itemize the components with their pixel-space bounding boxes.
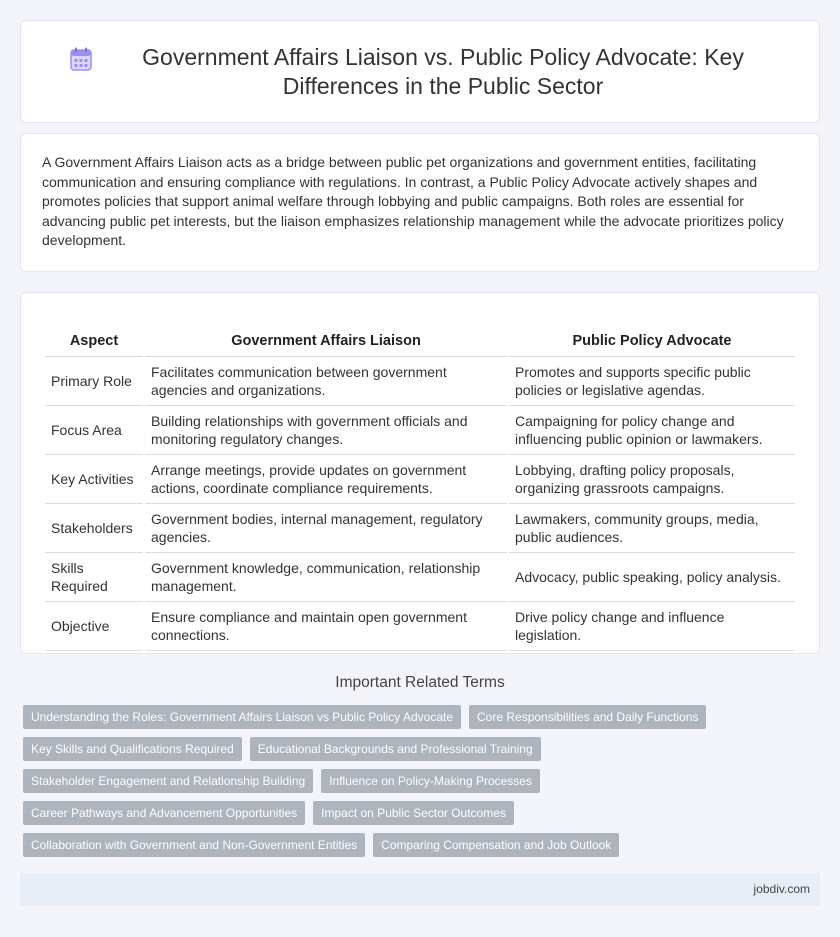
related-terms-title: Important Related Terms — [335, 674, 505, 691]
advocate-cell: Lawmakers, community groups, media, public audiences. — [509, 504, 795, 553]
calendar-icon — [70, 47, 92, 71]
header-aspect: Aspect — [45, 313, 143, 357]
table-row — [45, 455, 795, 504]
table-row — [45, 602, 795, 651]
footer-site-link[interactable]: jobdiv.com — [753, 882, 810, 896]
related-term-tag[interactable]: Collaboration with Government and Non-Government Entities — [23, 833, 365, 857]
intro-paragraph: A Government Affairs Liaison acts as a bridge between public pet organizations and government entities, facilitating communication and ensuring compliance with regulations. In contrast, a Public Policy Advocate actively shapes and promotes policies that support animal welfare through lobbying and public campaigns. Both roles are essential for advancing public pet interests, but the liaison emphasizes relationship management while the advocate prioritizes policy development. — [42, 154, 784, 249]
table-row — [45, 504, 795, 553]
related-term-tag[interactable]: Core Responsibilities and Daily Functions — [469, 705, 706, 729]
aspect-cell: Stakeholders — [45, 504, 143, 553]
comparison-table — [43, 313, 797, 651]
liaison-cell: Building relationships with government officials and monitoring regulatory changes. — [145, 406, 507, 455]
related-terms-section — [20, 674, 820, 865]
table-row — [45, 357, 795, 406]
comparison-table-card — [20, 292, 820, 654]
advocate-cell: Lobbying, drafting policy proposals, organizing grassroots campaigns. — [509, 455, 795, 504]
aspect-cell: Primary Role — [45, 357, 143, 406]
liaison-cell: Government knowledge, communication, relationship management. — [145, 553, 507, 602]
advocate-cell: Drive policy change and influence legislation. — [509, 602, 795, 651]
related-terms-tags — [20, 705, 820, 865]
liaison-cell: Arrange meetings, provide updates on government actions, coordinate compliance requirements. — [145, 455, 507, 504]
liaison-cell: Ensure compliance and maintain open government connections. — [145, 602, 507, 651]
table-row — [45, 553, 795, 602]
header-government-affairs-liaison: Government Affairs Liaison — [145, 313, 507, 357]
related-term-tag[interactable]: Comparing Compensation and Job Outlook — [373, 833, 619, 857]
related-term-tag[interactable]: Impact on Public Sector Outcomes — [313, 801, 514, 825]
related-term-tag[interactable]: Educational Backgrounds and Professional Training — [250, 737, 541, 761]
advocate-cell: Promotes and supports specific public policies or legislative agendas. — [509, 357, 795, 406]
footer — [20, 873, 820, 906]
aspect-cell: Skills Required — [45, 553, 143, 602]
aspect-cell: Objective — [45, 602, 143, 651]
intro-card — [20, 133, 820, 272]
page-title: Government Affairs Liaison vs. Public Policy Advocate: Key Differences in the Public Sector — [142, 43, 744, 99]
related-term-tag[interactable]: Understanding the Roles: Government Affairs Liaison vs Public Policy Advocate — [23, 705, 461, 729]
related-term-tag[interactable]: Key Skills and Qualifications Required — [23, 737, 242, 761]
related-term-tag[interactable]: Stakeholder Engagement and Relationship Building — [23, 769, 313, 793]
advocate-cell: Advocacy, public speaking, policy analysis. — [509, 553, 795, 602]
liaison-cell: Government bodies, internal management, regulatory agencies. — [145, 504, 507, 553]
table-header-row — [45, 313, 795, 357]
table-row — [45, 406, 795, 455]
title-card — [20, 20, 820, 123]
header-public-policy-advocate: Public Policy Advocate — [509, 313, 795, 357]
liaison-cell: Facilitates communication between government agencies and organizations. — [145, 357, 507, 406]
aspect-cell: Key Activities — [45, 455, 143, 504]
aspect-cell: Focus Area — [45, 406, 143, 455]
advocate-cell: Campaigning for policy change and influencing public opinion or lawmakers. — [509, 406, 795, 455]
related-term-tag[interactable]: Influence on Policy-Making Processes — [321, 769, 540, 793]
related-term-tag[interactable]: Career Pathways and Advancement Opportunities — [23, 801, 305, 825]
